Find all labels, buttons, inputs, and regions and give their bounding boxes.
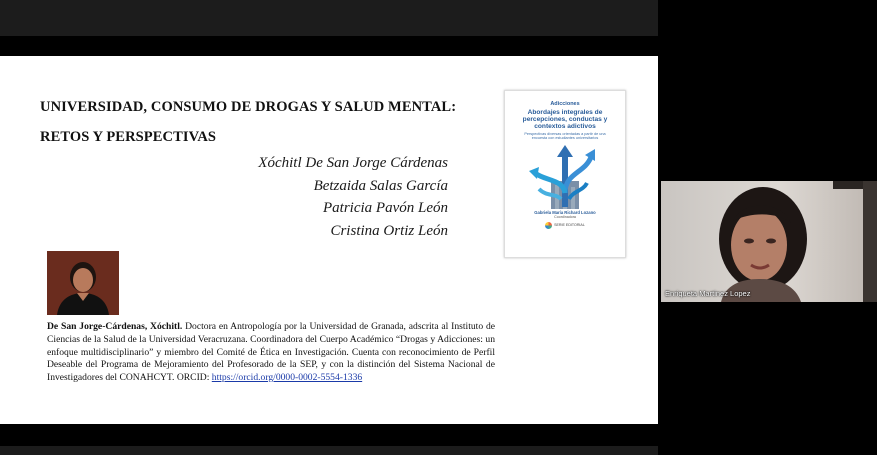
bottom-toolbar-strip <box>0 446 658 455</box>
author-name: Xóchitl De San Jorge Cárdenas <box>258 155 448 171</box>
publisher-logo-icon <box>545 222 552 229</box>
publisher-name: SERIE EDITORIAL <box>554 223 585 228</box>
participant-name: Enriqueta Martinez Lopez <box>665 289 751 298</box>
book-editor: Gabriela María Richard Lozano <box>534 209 596 215</box>
author-name: Cristina Ortiz León <box>330 222 448 239</box>
bio-text: Doctora en Antropología por la Universidad de Granada, adscrita al Instituto de Ciencias de la Salud de la Universidad Veracruzana. Coordinadora del Cuerpo Académico “Drogas y Adicciones: un enfoque multidisciplinario” y miembro del Comité de Ética en Investigación. Cuenta con reconocimiento de Perfil Deseable del Programa de Mejoramiento del Profesorado de la SEP, y con la distinción del Sistema Nacional de Investigadores del CONAHCYT. ORCID: <box>47 321 496 384</box>
orcid-link[interactable]: https://orcid.org/0000-0002-5554-1336 <box>211 372 363 384</box>
book-title: Abordajes integrales de percepciones, conductas y contextos adictivos <box>522 109 608 130</box>
book-subtitle: Perspectivas diversas orientadas a partir de una encuesta con estudiantes universitarios <box>524 132 606 141</box>
publisher-logo <box>505 222 625 229</box>
author-portrait <box>47 251 119 315</box>
book-editor-role: Coordinadora <box>554 214 576 219</box>
bio-name: De San Jorge-Cárdenas, Xóchitl. <box>47 321 183 332</box>
shared-slide <box>0 56 658 424</box>
author-name: Patricia Pavón León <box>323 200 448 216</box>
author-name: Betzaida Salas García <box>313 177 448 194</box>
arrows-illustration <box>525 143 605 209</box>
top-toolbar-strip <box>0 0 658 36</box>
slide-title: UNIVERSIDAD, CONSUMO DE DROGAS Y SALUD MENTAL: RETOS Y PERSPECTIVAS <box>40 99 457 145</box>
book-series: Adicciones <box>550 101 580 107</box>
participant-figure <box>661 181 877 302</box>
author-list <box>258 152 448 242</box>
author-bio <box>47 321 495 385</box>
participant-video-tile[interactable] <box>661 181 877 302</box>
book-cover <box>504 90 626 258</box>
